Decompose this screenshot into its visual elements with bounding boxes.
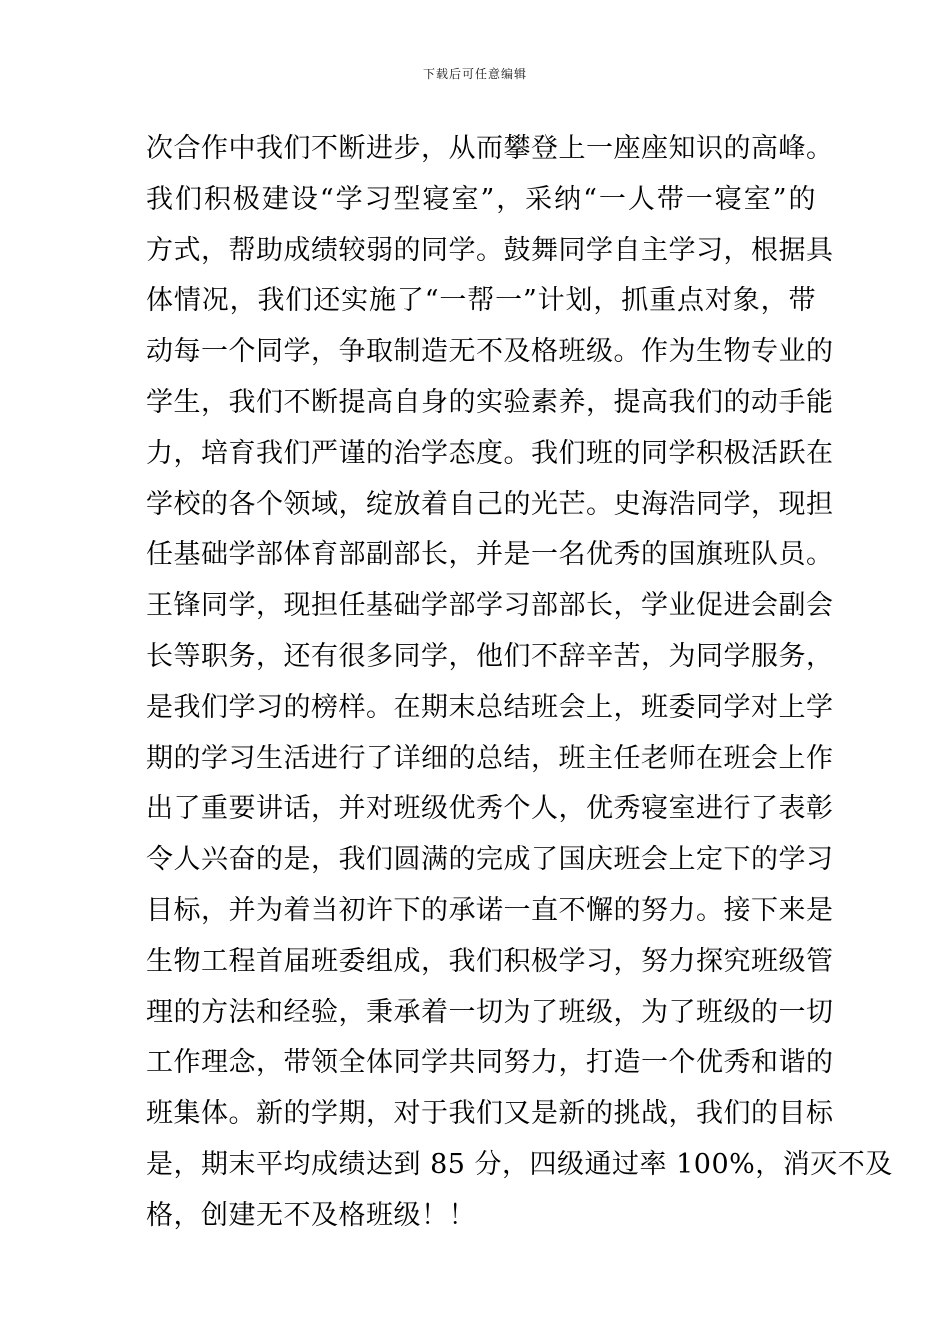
text-line: 长等职务，还有很多同学，他们不辞辛苦，为同学服务， xyxy=(146,640,834,672)
text-line: 班集体。新的学期，对于我们又是新的挑战，我们的目标 xyxy=(146,1098,834,1130)
text-line: 任基础学部体育部副部长，并是一名优秀的国旗班队员。 xyxy=(146,539,834,571)
text-line: 是，期末平均成绩达到 85 分，四级通过率 100%，消灭不及 xyxy=(146,1148,893,1180)
text-line: 期的学习生活进行了详细的总结，班主任老师在班会上作 xyxy=(146,742,834,774)
text-line: 令人兴奋的是，我们圆满的完成了国庆班会上定下的学习 xyxy=(146,844,834,876)
text-line: 方式，帮助成绩较弱的同学。鼓舞同学自主学习，根据具 xyxy=(146,234,834,266)
text-line: 王锋同学，现担任基础学部学习部部长，学业促进会副会 xyxy=(146,590,834,622)
text-line: 是我们学习的榜样。在期末总结班会上，班委同学对上学 xyxy=(146,691,834,723)
text-line: 我们积极建设“学习型寝室”，采纳“一人带一寝室”的 xyxy=(146,183,816,215)
text-line: 格，创建无不及格班级！！ xyxy=(146,1199,476,1231)
body-text xyxy=(146,124,893,1242)
text-line: 出了重要讲话，并对班级优秀个人，优秀寝室进行了表彰 xyxy=(146,793,834,825)
page-header: 下载后可任意编辑 xyxy=(422,67,527,81)
text-line: 体情况，我们还实施了“一帮一”计划，抓重点对象，带 xyxy=(146,285,816,317)
text-line: 力，培育我们严谨的治学态度。我们班的同学积极活跃在 xyxy=(146,437,834,469)
text-line: 次合作中我们不断进步，从而攀登上一座座知识的高峰。 xyxy=(146,133,834,164)
text-line: 学校的各个领域，绽放着自己的光芒。史海浩同学，现担 xyxy=(146,488,834,520)
text-line: 目标，并为着当初许下的承诺一直不懈的努力。接下来是 xyxy=(146,894,834,926)
text-line: 工作理念，带领全体同学共同努力，打造一个优秀和谐的 xyxy=(146,1047,834,1079)
text-line: 生物工程首届班委组成，我们积极学习，努力探究班级管 xyxy=(146,945,834,977)
text-line: 理的方法和经验，秉承着一切为了班级，为了班级的一切 xyxy=(146,996,834,1028)
text-line: 动每一个同学，争取制造无不及格班级。作为生物专业的 xyxy=(146,336,834,368)
text-line: 学生，我们不断提高自身的实验素养，提高我们的动手能 xyxy=(146,386,834,418)
